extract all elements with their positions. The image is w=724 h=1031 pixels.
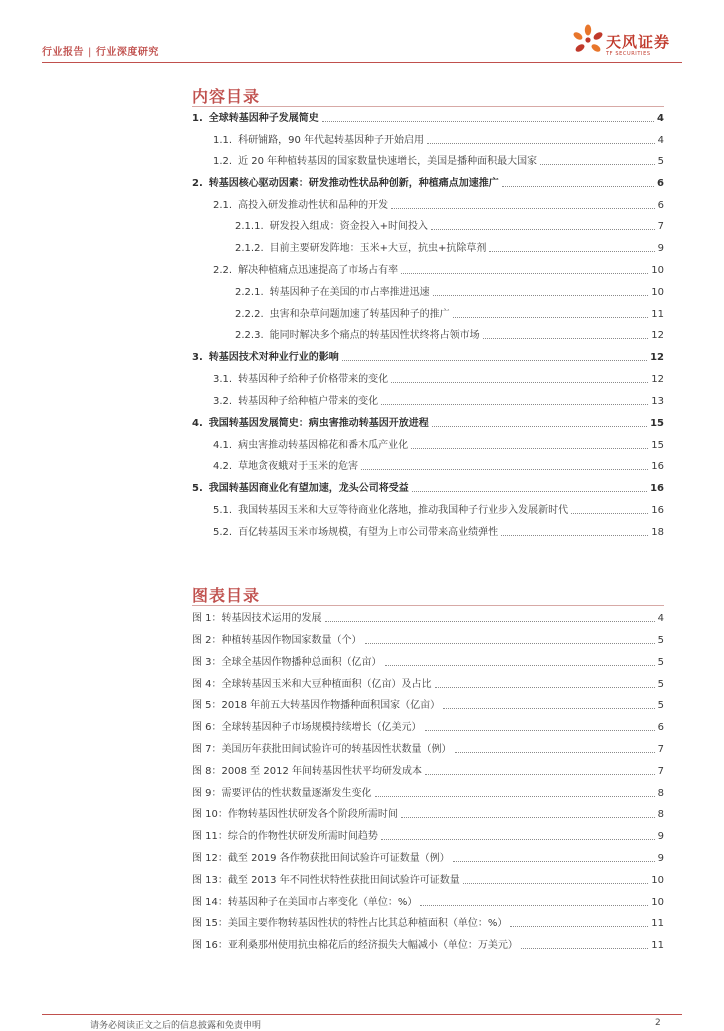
toc-entry-page: 12 bbox=[650, 352, 664, 363]
figure-leader-dots bbox=[325, 621, 655, 622]
toc-entry-2-1-2[interactable] bbox=[235, 242, 664, 255]
figure-entry-9[interactable] bbox=[192, 787, 664, 800]
toc-entry-page: 4 bbox=[657, 135, 664, 146]
toc-entry-number: 2.1. bbox=[213, 200, 233, 211]
toc-entry-5-1[interactable] bbox=[213, 504, 664, 517]
toc-entry-number: 2.2.3. bbox=[235, 330, 264, 341]
report-category bbox=[42, 43, 159, 58]
figure-leader-dots bbox=[375, 796, 655, 797]
toc-entry-text: 转基因技术对种业行业的影响 bbox=[208, 352, 339, 363]
toc-entry-number: 3.2. bbox=[213, 396, 233, 407]
figure-caption: 全球转基因种子市场规模持续增长（亿美元） bbox=[221, 722, 422, 733]
toc-leader-dots bbox=[483, 338, 649, 339]
figure-leader-dots bbox=[425, 730, 655, 731]
toc-entry-3[interactable] bbox=[192, 351, 664, 364]
figure-page: 10 bbox=[651, 897, 664, 908]
toc-entry-number: 3.1. bbox=[213, 374, 233, 385]
figure-label: 图 2： bbox=[192, 635, 222, 646]
toc-entry-4-2[interactable] bbox=[213, 460, 664, 473]
figure-entry-1[interactable] bbox=[192, 612, 664, 625]
toc-entry-5-2[interactable] bbox=[213, 526, 664, 539]
toc-leader-dots bbox=[342, 360, 647, 361]
toc-entry-number: 2.2.1. bbox=[235, 287, 264, 298]
figure-page: 8 bbox=[657, 788, 664, 799]
figure-label: 图 15： bbox=[192, 918, 228, 929]
figure-leader-dots bbox=[365, 643, 655, 644]
logo-name-en: TF SECURITIES bbox=[606, 51, 651, 57]
toc-entry-page: 7 bbox=[657, 221, 664, 232]
figure-entry-4[interactable] bbox=[192, 678, 664, 691]
footer-divider bbox=[42, 1014, 682, 1015]
toc-entry-text: 百亿转基因玉米市场规模，有望为上市公司带来高业绩弹性 bbox=[238, 527, 499, 538]
report-subtype: 行业深度研究 bbox=[95, 47, 159, 58]
figure-page: 9 bbox=[657, 831, 664, 842]
figure-caption: 2008 至 2012 年间转基因性状平均研发成本 bbox=[221, 766, 422, 777]
figure-label: 图 8： bbox=[192, 766, 222, 777]
toc-entry-number: 3. bbox=[192, 352, 203, 363]
figure-entry-8[interactable] bbox=[192, 765, 664, 778]
figure-entry-7[interactable] bbox=[192, 743, 664, 756]
figure-page: 11 bbox=[651, 940, 664, 951]
toc-entry-2-2[interactable] bbox=[213, 264, 664, 277]
toc-entry-text: 转基因种子给种植户带来的变化 bbox=[238, 396, 379, 407]
figure-page: 10 bbox=[651, 875, 664, 886]
toc-entry-page: 9 bbox=[657, 243, 664, 254]
toc-entry-text: 我国转基因发展简史：病虫害推动转基因开放进程 bbox=[208, 418, 429, 429]
header-separator: | bbox=[88, 47, 92, 58]
toc-entry-1[interactable] bbox=[192, 112, 664, 125]
toc-entry-page: 6 bbox=[657, 178, 664, 189]
toc-entry-text: 科研铺路，90 年代起转基因种子开始启用 bbox=[238, 135, 424, 146]
toc-entry-text: 虫害和杂草问题加速了转基因种子的推广 bbox=[269, 309, 450, 320]
figure-entry-12[interactable] bbox=[192, 852, 664, 865]
figure-caption: 亚利桑那州使用抗虫棉花后的经济损失大幅减小（单位：万美元） bbox=[227, 940, 518, 951]
toc-entry-number: 5.1. bbox=[213, 505, 233, 516]
logo-name-cn: 天风证券 bbox=[606, 33, 671, 51]
figure-label: 图 11： bbox=[192, 831, 228, 842]
toc-entry-4-1[interactable] bbox=[213, 439, 664, 452]
toc-entry-page: 16 bbox=[651, 505, 664, 516]
figure-leader-dots bbox=[385, 665, 655, 666]
figure-caption: 综合的作物性状研发所需时间趋势 bbox=[227, 831, 378, 842]
figure-page: 5 bbox=[657, 679, 664, 690]
figure-entry-3[interactable] bbox=[192, 656, 664, 669]
toc-entry-text: 我国转基因商业化有望加速，龙头公司将受益 bbox=[208, 483, 409, 494]
figure-page: 8 bbox=[657, 809, 664, 820]
toc-leader-dots bbox=[453, 317, 649, 318]
toc-leader-dots bbox=[391, 208, 655, 209]
figure-label: 图 6： bbox=[192, 722, 222, 733]
tf-securities-logo bbox=[572, 24, 692, 62]
toc-entry-text: 转基因种子给种子价格带来的变化 bbox=[238, 374, 389, 385]
toc-entry-text: 高投入研发推动性状和品种的开发 bbox=[238, 200, 389, 211]
figure-label: 图 7： bbox=[192, 744, 222, 755]
figure-leader-dots bbox=[453, 861, 655, 862]
toc-entry-text: 研发投入组成：资金投入+时间投入 bbox=[269, 221, 429, 232]
figure-caption: 转基因技术运用的发展 bbox=[221, 613, 322, 624]
figure-label: 图 9： bbox=[192, 788, 222, 799]
toc-entry-text: 全球转基因种子发展简史 bbox=[208, 113, 319, 124]
figure-caption: 全球转基因玉米和大豆种植面积（亿亩）及占比 bbox=[221, 679, 432, 690]
toc-leader-dots bbox=[502, 186, 654, 187]
toc-entry-page: 13 bbox=[651, 396, 664, 407]
toc-leader-dots bbox=[571, 513, 648, 514]
figure-caption: 转基因种子在美国市占率变化（单位：%） bbox=[227, 897, 418, 908]
toc-entry-page: 16 bbox=[651, 461, 664, 472]
figure-leader-dots bbox=[521, 948, 648, 949]
toc-leader-dots bbox=[361, 469, 648, 470]
toc-entry-5[interactable] bbox=[192, 482, 664, 495]
figure-leader-dots bbox=[455, 752, 655, 753]
toc-entry-number: 4.2. bbox=[213, 461, 233, 472]
figure-label: 图 4： bbox=[192, 679, 222, 690]
figure-leader-dots bbox=[435, 687, 655, 688]
toc-leader-dots bbox=[540, 164, 654, 165]
toc-leader-dots bbox=[401, 273, 648, 274]
toc-leader-dots bbox=[431, 229, 655, 230]
figure-entry-6[interactable] bbox=[192, 721, 664, 734]
figure-entry-16[interactable] bbox=[192, 939, 664, 952]
figure-leader-dots bbox=[381, 839, 655, 840]
figure-leader-dots bbox=[401, 817, 655, 818]
toc-entry-text: 我国转基因玉米和大豆等待商业化落地，推动我国种子行业步入发展新时代 bbox=[238, 505, 569, 516]
figure-caption: 全球全基因作物播种总面积（亿亩） bbox=[221, 657, 382, 668]
figure-page: 5 bbox=[657, 700, 664, 711]
toc-entry-page: 15 bbox=[651, 440, 664, 451]
figure-entry-2[interactable] bbox=[192, 634, 664, 647]
toc-leader-dots bbox=[501, 535, 648, 536]
figure-caption: 作物转基因性状研发各个阶段所需时间 bbox=[227, 809, 398, 820]
figure-page: 9 bbox=[657, 853, 664, 864]
toc-entry-number: 1. bbox=[192, 113, 203, 124]
toc-leader-dots bbox=[412, 491, 647, 492]
toc-entry-page: 10 bbox=[651, 265, 664, 276]
figure-entry-11[interactable] bbox=[192, 830, 664, 843]
toc-entry-text: 草地贪夜蛾对于玉米的危害 bbox=[238, 461, 359, 472]
figure-entry-15[interactable] bbox=[192, 917, 664, 930]
toc-entry-3-1[interactable] bbox=[213, 373, 664, 386]
figure-entry-10[interactable] bbox=[192, 808, 664, 821]
toc-entry-number: 2.2. bbox=[213, 265, 233, 276]
toc-entry-text: 转基因种子在美国的市占率推进迅速 bbox=[269, 287, 430, 298]
toc-entry-2-2-2[interactable] bbox=[235, 308, 664, 321]
figure-page: 4 bbox=[657, 613, 664, 624]
toc-entry-number: 2.2.2. bbox=[235, 309, 264, 320]
toc-entry-page: 15 bbox=[650, 418, 664, 429]
figure-label: 图 3： bbox=[192, 657, 222, 668]
figure-caption: 种植转基因作物国家数量（个） bbox=[221, 635, 362, 646]
figure-caption: 截至 2013 年不同性状特性获批田间试验许可证数量 bbox=[227, 875, 460, 886]
figure-label: 图 14： bbox=[192, 897, 228, 908]
logo-mark-icon bbox=[572, 24, 604, 60]
toc-entry-number: 4.1. bbox=[213, 440, 233, 451]
figure-leader-dots bbox=[420, 905, 648, 906]
figure-label: 图 1： bbox=[192, 613, 222, 624]
figure-entry-14[interactable] bbox=[192, 896, 664, 909]
report-type: 行业报告 bbox=[42, 47, 84, 58]
toc-title: 内容目录 bbox=[192, 87, 261, 106]
figure-caption: 美国历年获批田间试验许可的转基因性状数量（例） bbox=[221, 744, 452, 755]
toc-entry-page: 11 bbox=[651, 309, 664, 320]
figures-title: 图表目录 bbox=[192, 586, 261, 605]
figures-title-rule bbox=[192, 605, 664, 606]
toc-entry-number: 1.1. bbox=[213, 135, 233, 146]
toc-entry-page: 12 bbox=[651, 374, 664, 385]
toc-entry-page: 10 bbox=[651, 287, 664, 298]
figure-label: 图 10： bbox=[192, 809, 228, 820]
toc-entry-page: 12 bbox=[651, 330, 664, 341]
header-divider bbox=[42, 62, 682, 63]
toc-leader-dots bbox=[489, 251, 654, 252]
toc-leader-dots bbox=[427, 143, 655, 144]
toc-entry-number: 4. bbox=[192, 418, 203, 429]
toc-entry-page: 5 bbox=[657, 156, 664, 167]
toc-entry-number: 2. bbox=[192, 178, 203, 189]
figure-entry-5[interactable] bbox=[192, 699, 664, 712]
toc-entry-2-1[interactable] bbox=[213, 199, 664, 212]
figure-caption: 需要评估的性状数量逐渐发生变化 bbox=[221, 788, 372, 799]
toc-entry-text: 近 20 年种植转基因的国家数量快速增长，美国是播种面积最大国家 bbox=[238, 156, 538, 167]
toc-leader-dots bbox=[322, 121, 654, 122]
figure-page: 7 bbox=[657, 744, 664, 755]
toc-entry-text: 病虫害推动转基因棉花和番木瓜产业化 bbox=[238, 440, 409, 451]
figure-page: 5 bbox=[657, 635, 664, 646]
toc-entry-text: 能同时解决多个痛点的转基因性状终将占领市场 bbox=[269, 330, 480, 341]
figure-caption: 截至 2019 各作物获批田间试验许可证数量（例） bbox=[227, 853, 450, 864]
figure-leader-dots bbox=[463, 883, 649, 884]
figure-leader-dots bbox=[443, 708, 654, 709]
toc-entry-2-1-1[interactable] bbox=[235, 220, 664, 233]
toc-entry-number: 2.1.2. bbox=[235, 243, 264, 254]
figure-label: 图 5： bbox=[192, 700, 222, 711]
figure-page: 7 bbox=[657, 766, 664, 777]
figure-page: 5 bbox=[657, 657, 664, 668]
toc-entry-page: 16 bbox=[650, 483, 664, 494]
figure-leader-dots bbox=[510, 926, 648, 927]
figure-page: 6 bbox=[657, 722, 664, 733]
toc-entry-number: 2.1.1. bbox=[235, 221, 264, 232]
toc-entry-text: 目前主要研发阵地：玉米+大豆，抗虫+抗除草剂 bbox=[269, 243, 487, 254]
toc-entry-2-2-1[interactable] bbox=[235, 286, 664, 299]
page-number: 2 bbox=[655, 1018, 661, 1028]
figure-caption: 美国主要作物转基因性状的特性占比其总种植面积（单位：%） bbox=[227, 918, 508, 929]
toc-leader-dots bbox=[381, 404, 648, 405]
toc-entry-2-2-3[interactable] bbox=[235, 329, 664, 342]
toc-entry-2[interactable] bbox=[192, 177, 664, 190]
toc-leader-dots bbox=[433, 295, 649, 296]
toc-entry-3-2[interactable] bbox=[213, 395, 664, 408]
toc-entry-page: 6 bbox=[657, 200, 664, 211]
figure-label: 图 16： bbox=[192, 940, 228, 951]
toc-entry-number: 1.2. bbox=[213, 156, 233, 167]
figure-entry-13[interactable] bbox=[192, 874, 664, 887]
toc-leader-dots bbox=[391, 382, 648, 383]
figure-leader-dots bbox=[425, 774, 655, 775]
toc-entry-page: 4 bbox=[657, 113, 664, 124]
toc-title-rule bbox=[192, 106, 664, 107]
toc-entry-text: 转基因核心驱动因素：研发推动性状品种创新，种植痛点加速推广 bbox=[208, 178, 499, 189]
toc-entry-4[interactable] bbox=[192, 417, 664, 430]
toc-entry-text: 解决种植痛点迅速提高了市场占有率 bbox=[238, 265, 399, 276]
figure-label: 图 13： bbox=[192, 875, 228, 886]
toc-entry-1-2[interactable] bbox=[213, 155, 664, 168]
toc-leader-dots bbox=[432, 426, 647, 427]
footer-disclaimer: 请务必阅读正文之后的信息披露和免责申明 bbox=[90, 1021, 262, 1031]
figure-label: 图 12： bbox=[192, 853, 228, 864]
toc-entry-number: 5. bbox=[192, 483, 203, 494]
toc-entry-number: 5.2. bbox=[213, 527, 233, 538]
figure-caption: 2018 年前五大转基因作物播种面积国家（亿亩） bbox=[221, 700, 441, 711]
toc-leader-dots bbox=[411, 448, 648, 449]
toc-entry-page: 18 bbox=[651, 527, 664, 538]
figure-page: 11 bbox=[651, 918, 664, 929]
toc-entry-1-1[interactable] bbox=[213, 134, 664, 147]
